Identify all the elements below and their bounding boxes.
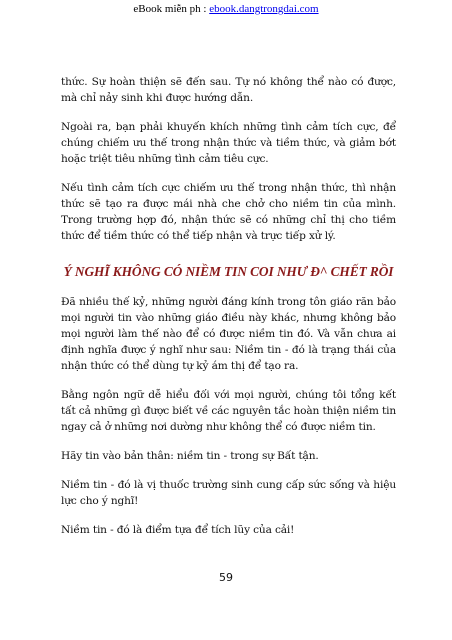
paragraph-4: Đã nhiều thế kỷ, những người đáng kính trong tôn giáo răn bảo mọi người tin vào những giáo điều này khác, nhưng không bảo mọi người làm thế nào để có được niềm tin đó. Và vẫn chưa ai định nghĩa được ý nghĩ như sau: Niềm tin - đó là trạng thái của nhận thức có thể dùng tự kỷ ám thị để tạo ra.: [61, 296, 396, 372]
section-heading: Ý NGHĨ KHÔNG CÓ NIỀM TIN COI NHƯ Đ^ CHẾT RỒI: [63, 264, 394, 279]
header-link[interactable]: ebook.dangtrongdai.com: [209, 3, 319, 15]
paragraph-8: Niềm tin - đó là điểm tựa để tích lũy của cải!: [61, 524, 295, 536]
paragraph-5: Bằng ngôn ngữ dễ hiểu đối với mọi người, chúng tôi tổng kết tất cả những gì được biết về các nguyên tắc hoàn thiện niềm tin ngay cả ở những nơi dường như không thể có được niềm tin.: [61, 389, 396, 433]
paragraph-6: Hãy tin vào bản thân: niềm tin - trong sự Bất tận.: [61, 450, 319, 462]
paragraph-2: Ngoài ra, bạn phải khuyến khích những tình cảm tích cực, để chúng chiếm ưu thế trong nhận thức và tiềm thức, và giảm bớt hoặc triệt tiêu những tình cảm tiêu cực.: [61, 121, 396, 165]
page-header: [0, 3, 452, 16]
header-label: eBook miễn ph :: [133, 3, 210, 15]
paragraph-7: Niềm tin - đó là vị thuốc trường sinh cung cấp sức sống và hiệu lực cho ý nghĩ!: [61, 479, 396, 507]
paragraph-3: Nếu tình cảm tích cực chiếm ưu thế trong nhận thức, thì nhận thức sẽ tạo ra được mái nhà che chở cho niềm tin của mình. Trong trường hợp đó, nhận thức sẽ có những chỉ thị cho tiềm thức để tiềm thức có thể tiếp nhận và trực tiếp xử lý.: [61, 182, 396, 242]
page-number: 59: [219, 571, 233, 584]
paragraph-1: thức. Sự hoàn thiện sẽ đến sau. Tự nó không thể nào có được, mà chỉ nảy sinh khi được hướng dẫn.: [61, 76, 396, 104]
page-content: [61, 74, 396, 551]
